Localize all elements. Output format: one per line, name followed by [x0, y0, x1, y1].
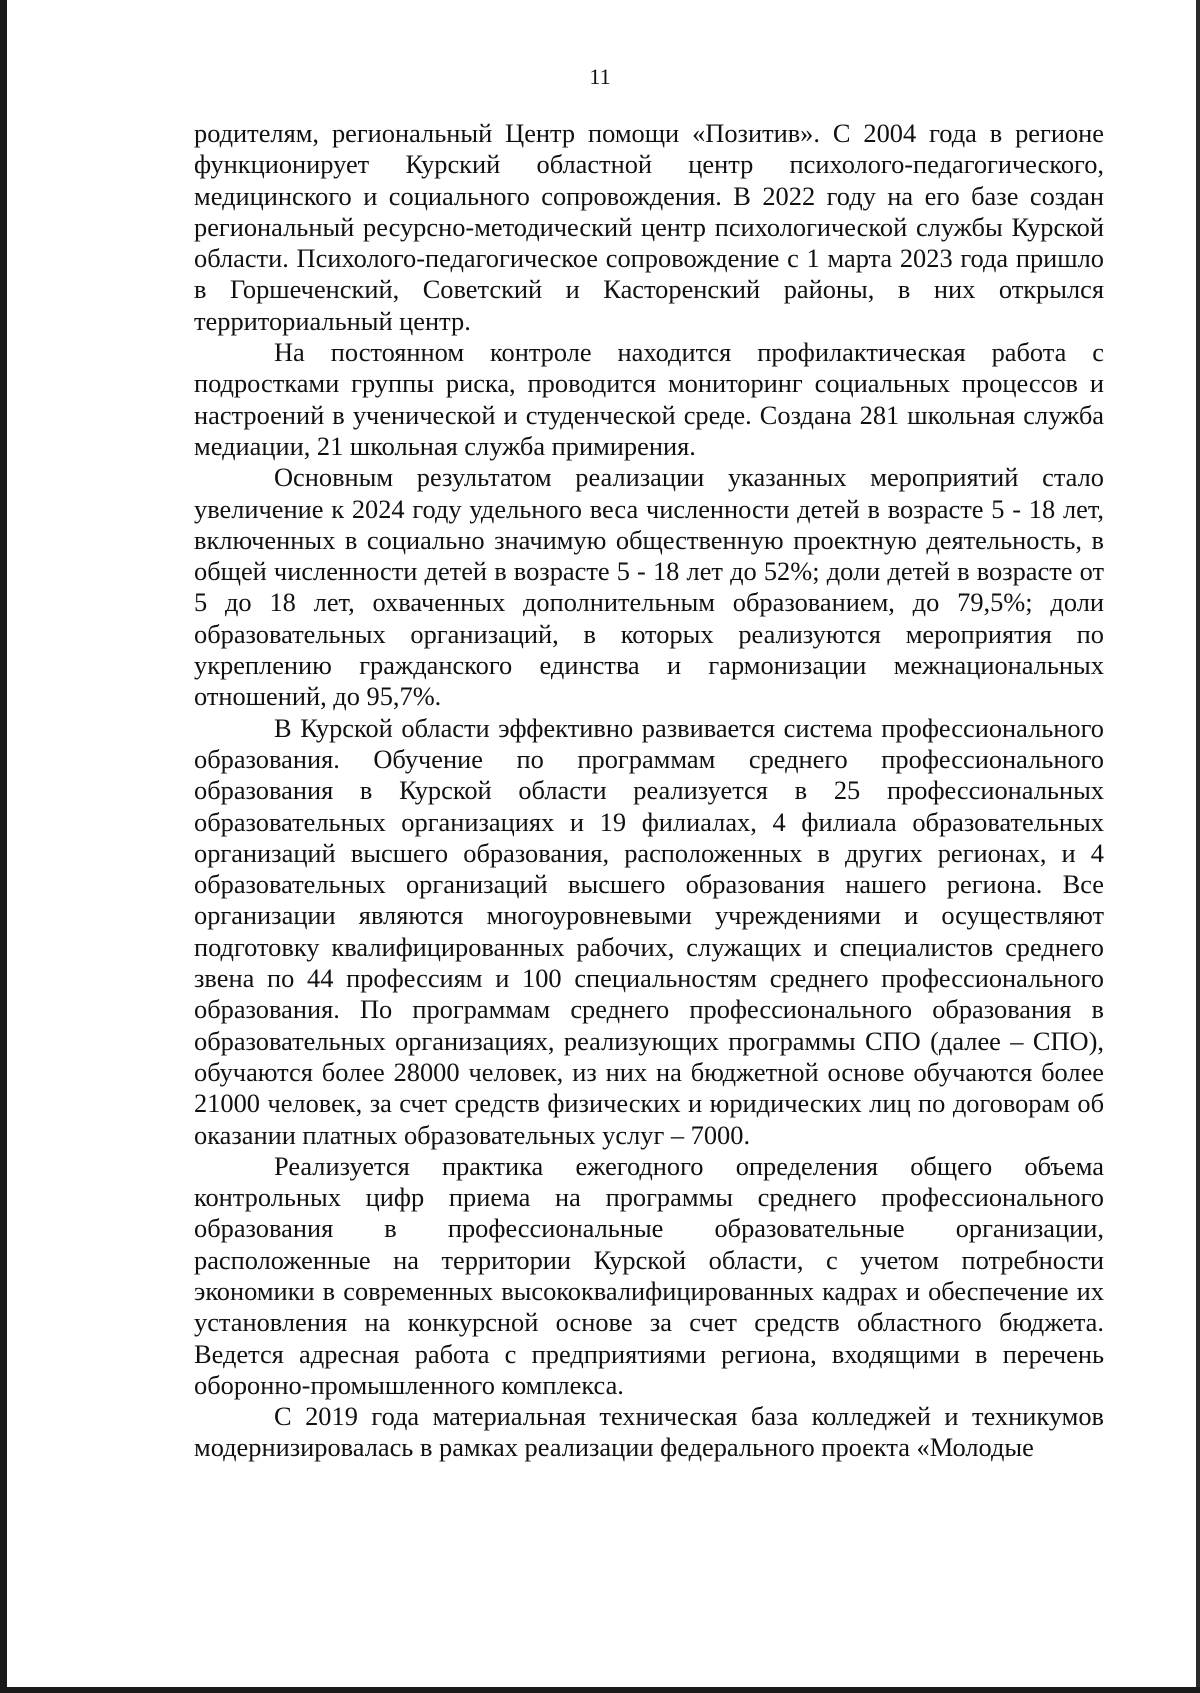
paragraph-vocational-education: В Курской области эффективно развивается система профессионального образования. Обучение по программам среднего профессионального образования в Курской области реализуется в 25 профессиональных образовательных организациях и 19 филиалах, 4 филиала образовательных организаций высшего образования, расположенных в других регионах, и 4 образовательных организаций высшего образования нашего региона. Все организации являются многоуровневыми учреждениями и осуществляют подготовку квалифицированных рабочих, служащих и специалистов среднего звена по 44 профессиям и 100 специальностям среднего профессионального образования. По программам среднего профессионального образования в образовательных организациях, реализующих программы СПО (далее – СПО), обучаются более 28000 человек, из них на бюджетной основе обучаются более 21000 человек, за счет средств физических и юридических лиц по договорам об оказании платных образовательных услуг – 7000.	[194, 712, 1104, 1150]
scan-border-bottom	[0, 1687, 1200, 1693]
scan-border-right	[1196, 0, 1200, 1693]
paragraph-modernization: С 2019 года материальная техническая база колледжей и техникумов модернизировалась в рамках реализации федерального проекта «Молодые	[194, 1401, 1104, 1463]
paragraph-psych-support-continuation: родителям, региональный Центр помощи «Позитив». С 2004 года в регионе функционирует Курский областной центр психолого-педагогического, медицинского и социального сопровождения. В 2022 году на его базе создан региональный ресурсно-методический центр психологической службы Курской области. Психолого-педагогическое сопровождение с 1 марта 2023 года пришло в Горшеченский, Советский и Касторенский районы, в них открылся территориальный центр.	[194, 118, 1104, 336]
page-number: 11	[589, 64, 611, 89]
paragraph-admission-targets: Реализуется практика ежегодного определения общего объема контрольных цифр приема на программы среднего профессионального образования в профессиональные образовательные организации, расположенные на территории Курской области, с учетом потребности экономики в современных высококвалифицированных кадрах и обеспечение их установления на конкурсной основе за счет средств областного бюджета. Ведется адресная работа с предприятиями региона, входящими в перечень оборонно-промышленного комплекса.	[194, 1150, 1104, 1400]
document-body	[194, 118, 1104, 1464]
paragraph-results: Основным результатом реализации указанных мероприятий стало увеличение к 2024 году удельного веса численности детей в возрасте 5 - 18 лет, включенных в социально значимую общественную проектную деятельность, в общей численности детей в возрасте 5 - 18 лет до 52%; доли детей в возрасте от 5 до 18 лет, охваченных дополнительным образованием, до 79,5%; доли образовательных организаций, в которых реализуются мероприятия по укреплению гражданского единства и гармонизации межнациональных отношений, до 95,7%.	[194, 462, 1104, 712]
scan-border-left	[0, 0, 7, 1693]
paragraph-prevention-work: На постоянном контроле находится профилактическая работа с подростками группы риска, проводится мониторинг социальных процессов и настроений в ученической и студенческой среде. Создана 281 школьная служба медиации, 21 школьная служба примирения.	[194, 337, 1104, 461]
